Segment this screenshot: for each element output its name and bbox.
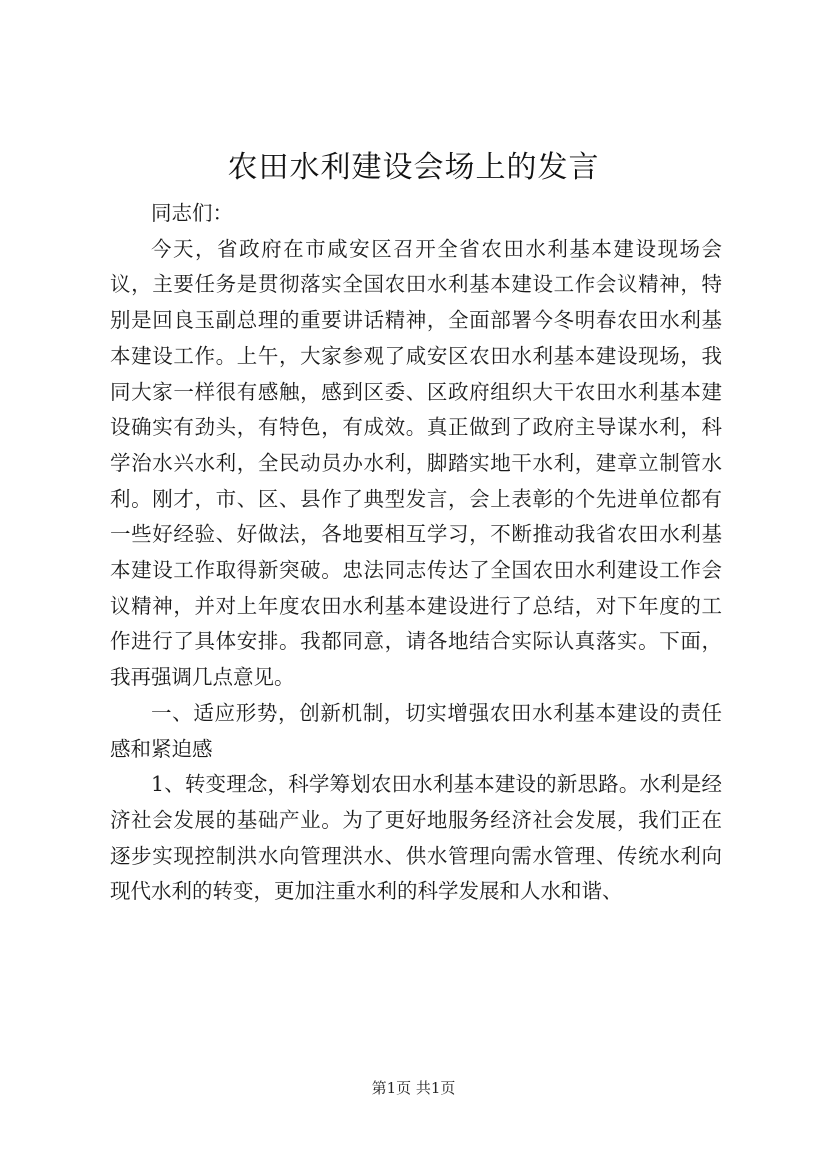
section-heading: 一、适应形势，创新机制，切实增强农田水利基本建设的责任感和紧迫感 [110,700,722,761]
salutation-paragraph: 同志们： [151,201,233,225]
body-paragraph: 1、转变理念，科学筹划农田水利基本建设的新思路。水利是经济社会发展的基础产业。为了更好地服务经济社会发展，我们正在逐步实现控制洪水向管理洪水、供水管理向需水管理、传统水利向现代水利的转变，更加注重水利的科学发展和人水和谐、 [110,772,722,904]
document-title: 农田水利建设会场上的发言 [227,150,600,185]
document-body [110,196,722,910]
body-paragraph: 今天，省政府在市咸安区召开全省农田水利基本建设现场会议，主要任务是贯彻落实全国农田水利基本建设工作会议精神，特别是回良玉副总理的重要讲话精神，全面部署今冬明春农田水利基本建设工作。上午，大家参观了咸安区农田水利基本建设现场，我同大家一样很有感触，感到区委、区政府组织大干农田水利基本建设确实有劲头，有特色，有成效。真正做到了政府主导谋水利，科学治水兴水利，全民动员办水利，脚踏实地干水利，建章立制管水利。刚才，市、区、县作了典型发言，会上表彰的个先进单位都有一些好经验、好做法，各地要相互学习，不断推动我省农田水利基本建设工作取得新突破。忠法同志传达了全国农田水利建设工作会议精神，并对上年度农田水利基本建设进行了总结，对下年度的工作进行了具体安排。我都同意，请各地结合实际认真落实。下面，我再强调几点意见。 [110,236,722,690]
page-footer: 第1页 共1页 [371,1079,456,1097]
